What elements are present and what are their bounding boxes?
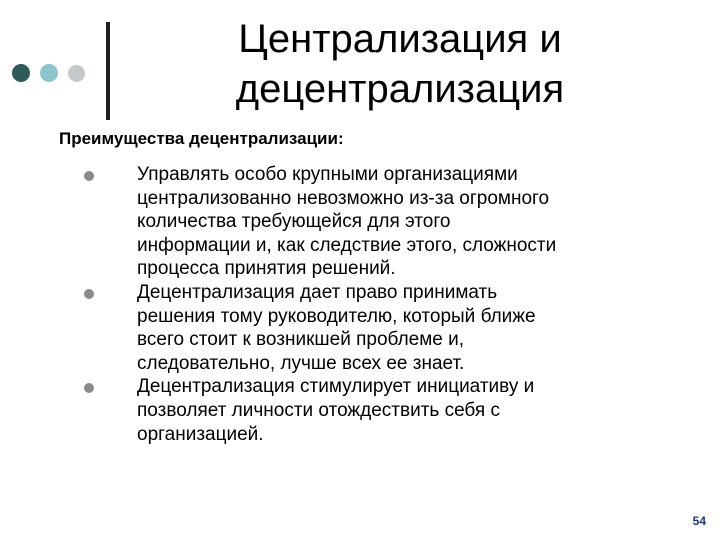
bullet-item	[82, 281, 707, 375]
bullet-list	[82, 163, 707, 446]
slide-title: Централизация и децентрализация	[235, 17, 565, 111]
gray-dot-icon	[68, 65, 85, 82]
teal-dot-icon	[40, 64, 58, 82]
bullet-icon	[84, 289, 94, 299]
bullet-item	[82, 375, 707, 446]
bullet-item	[82, 163, 707, 281]
page-number: 54	[692, 514, 706, 528]
bullet-text: Децентрализация дает право принимать решения тому руководителю, который ближе всего стоит к возникшей проблеме и, следовательно, лучше всех ее знает.	[137, 281, 536, 374]
bullet-icon	[84, 383, 94, 393]
bullet-text: Децентрализация стимулирует инициативу и позволяет личности отождествить себя с организацией.	[137, 376, 535, 445]
title-divider	[106, 22, 110, 120]
dark-dot-icon	[12, 64, 30, 82]
bullet-text: Управлять особо крупными организациями централизованно невозможно из-за огромного количества требующейся для этого информации и, как следствие этого, сложности процесса принятия решений.	[137, 164, 557, 280]
slide-subtitle: Преимущества децентрализации:	[59, 129, 344, 148]
decorative-dots	[12, 64, 94, 84]
bullet-icon	[84, 171, 94, 181]
